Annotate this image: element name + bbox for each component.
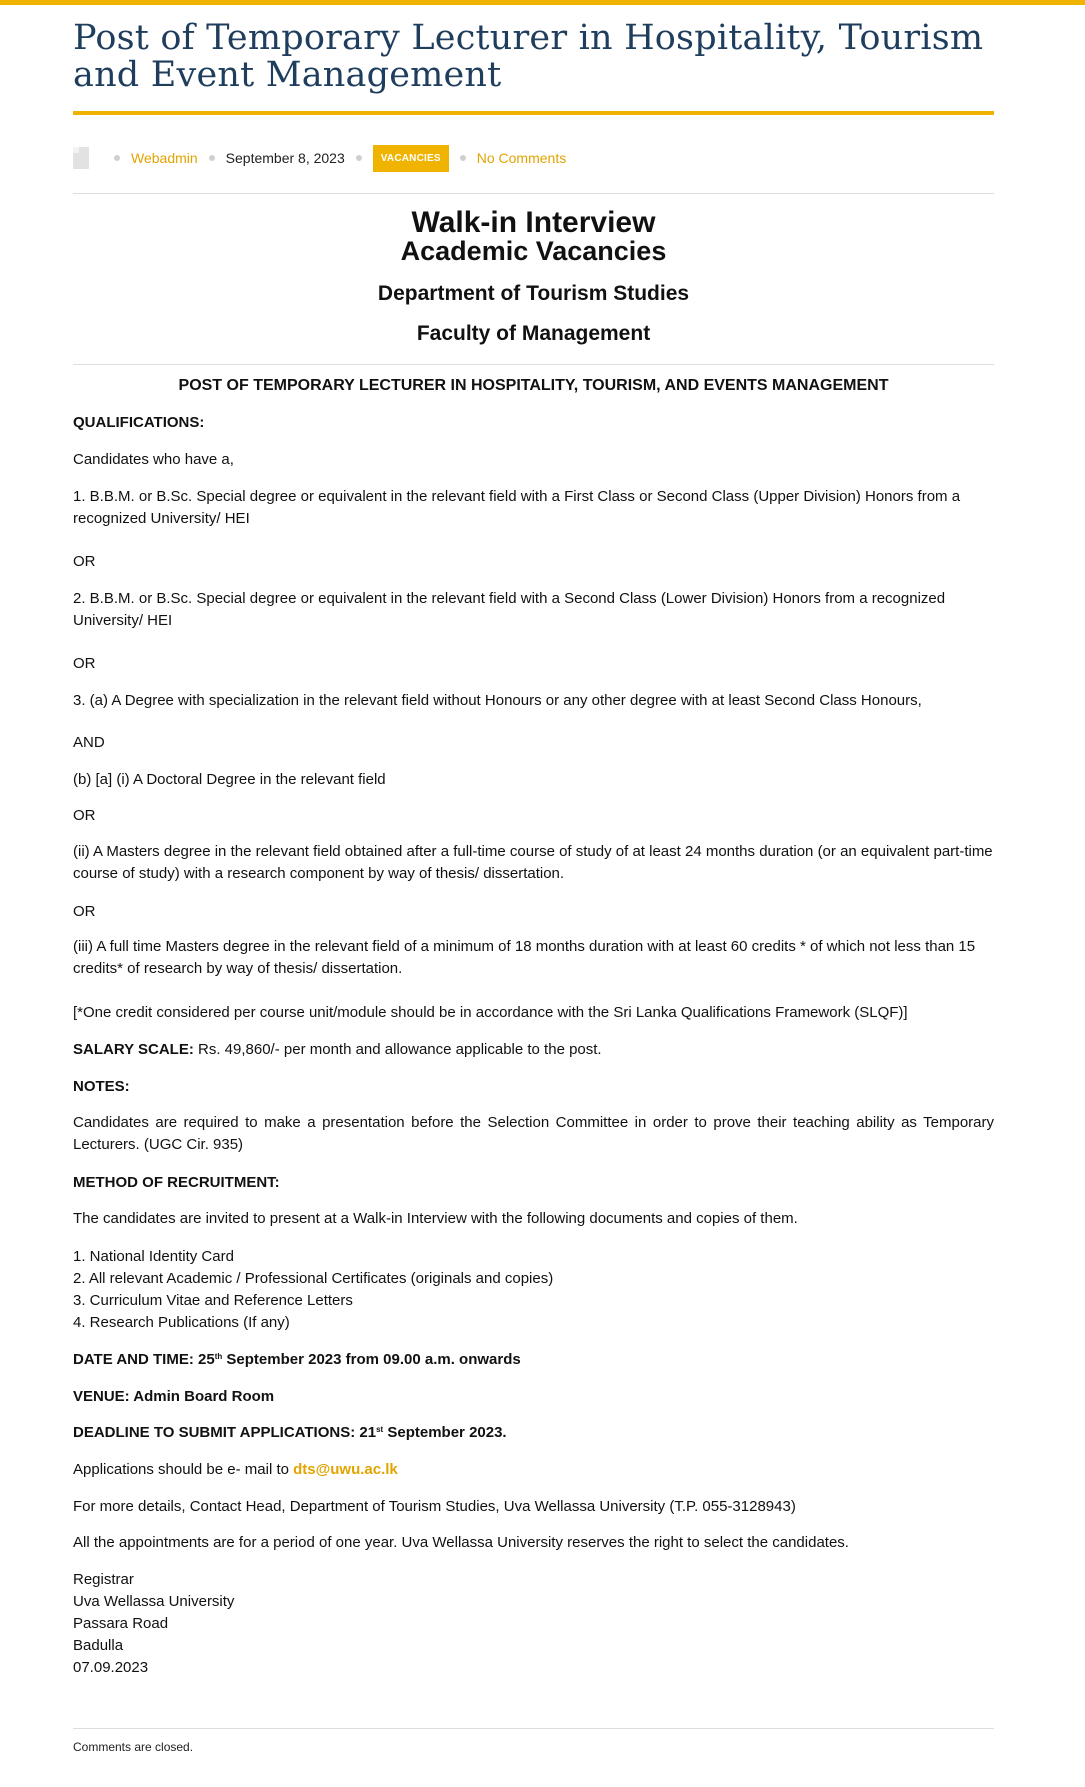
datetime-text-rest: September 2023 from 09.00 a.m. onwards [222,1351,521,1368]
venue: VENUE: Admin Board Room [73,1388,275,1405]
deadline-ordinal: st [376,1425,384,1434]
walkin-heading: Walk-in Interview [411,206,656,239]
apply-text: Applications should be e- mail to [73,1461,294,1478]
notes-label: NOTES: [73,1078,130,1095]
list-item: 4. Research Publications (If any) [73,1314,290,1331]
post-meta [73,145,566,171]
signature-block [73,1569,994,1679]
or-separator: OR [73,655,96,672]
post-title-line-2: and Event Management [73,55,502,95]
separator-dot [114,155,120,161]
heading-divider [73,364,994,365]
date-and-time [73,1349,994,1371]
signature-line: Uva Wellassa University [73,1593,235,1610]
post-title [73,20,994,94]
appointments-note: All the appointments are for a period of one year. Uva Wellassa University reserves the right to select the candidates. [73,1534,849,1551]
or-separator: OR [73,903,96,920]
qualifications-label: QUALIFICATIONS: [73,414,205,431]
method-text: The candidates are invited to present at a Walk-in Interview with the following documents and copies of them. [73,1210,798,1227]
qualification-3iii: (iii) A full time Masters degree in the relevant field of a minimum of 18 months duration with at least 60 credits * of which not less than 15 credits* of research by way of thesis/ dissertation. [73,938,976,977]
title-underline [73,111,994,115]
datetime-ordinal: th [214,1352,223,1361]
comments-link[interactable]: No Comments [476,150,567,166]
document-icon [73,147,89,169]
department-heading: Department of Tourism Studies [377,282,690,305]
academic-vacancies-heading: Academic Vacancies [400,236,667,266]
meta-divider [73,193,994,194]
qualification-3ii: (ii) A Masters degree in the relevant field obtained after a full-time course of study of at least 24 months duration (or an equivalent part-time course of study) with a research component by way of thesis/ dissertation. [73,843,993,882]
signature-line: Badulla [73,1637,124,1654]
signature-line: 07.09.2023 [73,1659,149,1676]
list-item: 3. Curriculum Vitae and Reference Letters [73,1292,353,1309]
comments-closed: Comments are closed. [73,1740,194,1754]
qualification-3a: 3. (a) A Degree with specialization in the relevant field without Honours or any other degree with at least Second Class Honours, [73,692,922,709]
footer-divider [73,1728,994,1729]
author-link[interactable]: Webadmin [131,150,198,166]
top-accent-bar [0,0,1085,5]
deadline [73,1422,994,1444]
post-date: September 8, 2023 [225,150,345,166]
post-heading: POST OF TEMPORARY LECTURER IN HOSPITALITY, TOURISM, AND EVENTS MANAGEMENT [178,377,889,394]
separator-dot [356,155,362,161]
or-separator: OR [73,807,96,824]
and-separator: AND [73,734,105,751]
salary-text: Rs. 49,860/- per month and allowance applicable to the post. [193,1041,602,1058]
separator-dot [209,155,215,161]
qualification-1: 1. B.B.M. or B.Sc. Special degree or equivalent in the relevant field with a First Class or Second Class (Upper Division) Honors from a recognized University/ HEI [73,488,961,527]
signature-line: Passara Road [73,1615,169,1632]
post-title-line-1: Post of Temporary Lecturer in Hospitality, Tourism [73,18,984,58]
qualification-2: 2. B.B.M. or B.Sc. Special degree or equivalent in the relevant field with a Second Class (Lower Division) Honors from a recognized University/ HEI [73,590,946,629]
salary-scale [73,1039,994,1061]
credit-note: [*One credit considered per course unit/module should be in accordance with the Sri Lanka Qualifications Framework (SLQF)] [73,1004,908,1021]
deadline-text: DEADLINE TO SUBMIT APPLICATIONS: 21 [73,1424,377,1441]
email-link[interactable]: dts@uwu.ac.lk [293,1461,398,1478]
apply-instruction [73,1459,994,1481]
signature-line: Registrar [73,1571,134,1588]
or-separator: OR [73,553,96,570]
datetime-text: DATE AND TIME: 25 [73,1351,215,1368]
list-item: 1. National Identity Card [73,1248,234,1265]
method-label: METHOD OF RECRUITMENT: [73,1174,280,1191]
qualifications-intro: Candidates who have a, [73,451,234,468]
separator-dot [460,155,466,161]
documents-list [73,1246,994,1334]
list-item: 2. All relevant Academic / Professional Certificates (originals and copies) [73,1270,554,1287]
contact-info: For more details, Contact Head, Department of Tourism Studies, Uva Wellassa University (T.P. 055-3128943) [73,1498,796,1515]
notes-text: Candidates are required to make a presentation before the Selection Committee in order to prove their teaching ability as Temporary Lecturers. (UGC Cir. 935) [73,1114,994,1153]
qualification-3b: (b) [a] (i) A Doctoral Degree in the relevant field [73,771,386,788]
deadline-text-rest: September 2023. [383,1424,507,1441]
category-badge[interactable]: VACANCIES [373,145,449,172]
faculty-heading: Faculty of Management [416,322,651,345]
salary-label: SALARY SCALE: [73,1041,194,1058]
